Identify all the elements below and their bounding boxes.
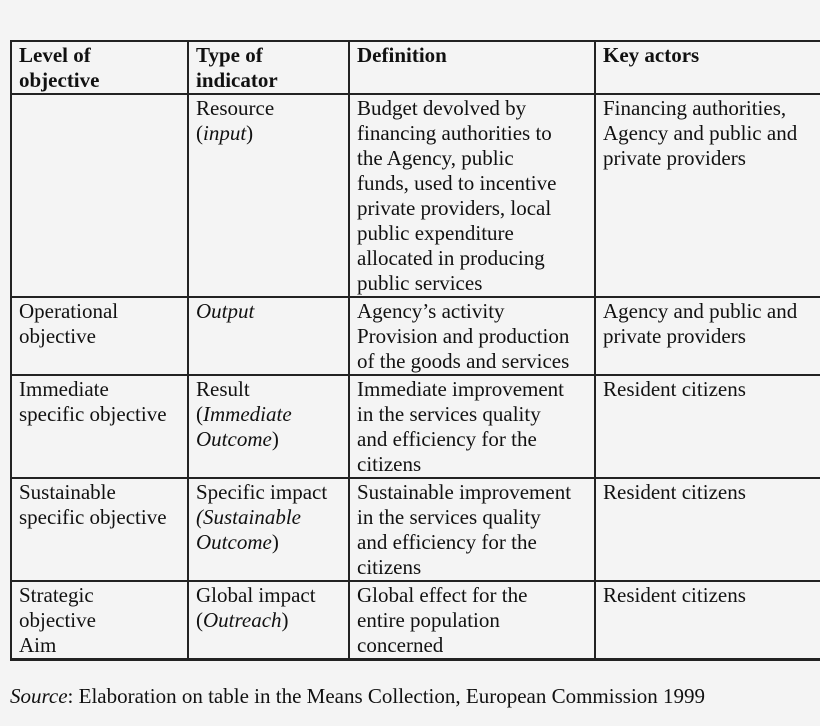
cell-type xyxy=(188,94,349,297)
type-text-end: ) xyxy=(281,608,289,632)
cell-actors: Resident citizens xyxy=(595,478,820,581)
cell-definition: Global effect for the entire population concerned xyxy=(349,581,595,660)
type-italic: Output xyxy=(196,299,255,323)
type-italic: Outreach xyxy=(203,608,282,632)
cell-actors: Resident citizens xyxy=(595,581,820,660)
cell-actors: Financing authorities, Agency and public and private providers xyxy=(595,94,820,297)
table-row xyxy=(11,581,820,660)
table-row xyxy=(11,94,820,297)
cell-level: Strategic objective Aim xyxy=(11,581,188,660)
cell-type xyxy=(188,581,349,660)
type-text: Global impact ( xyxy=(196,583,316,632)
source-text: : Elaboration on table in the Means Collection, European Commission 1999 xyxy=(67,684,706,708)
cell-type xyxy=(188,375,349,478)
type-italic: input xyxy=(203,121,247,145)
cell-definition: Sustainable improvement in the services quality and efficiency for the citizens xyxy=(349,478,595,581)
type-text-end: ) xyxy=(271,530,279,554)
cell-definition: Immediate improvement in the services quality and efficiency for the citizens xyxy=(349,375,595,478)
cell-actors: Agency and public and private providers xyxy=(595,297,820,375)
cell-definition: Agency’s activity Provision and production of the goods and services xyxy=(349,297,595,375)
cell-level: Sustainable specific objective xyxy=(11,478,188,581)
source-note xyxy=(10,684,705,709)
cell-level: Operational objective xyxy=(11,297,188,375)
cell-type xyxy=(188,297,349,375)
header-definition: Definition xyxy=(349,41,595,94)
indicators-table xyxy=(10,40,820,661)
header-level: Level of objective xyxy=(11,41,188,94)
table-header-row xyxy=(11,41,820,94)
cell-level: Immediate specific objective xyxy=(11,375,188,478)
header-type: Type of indicator xyxy=(188,41,349,94)
type-italic: (Sustainable Outcome xyxy=(196,505,301,554)
source-label: Source xyxy=(10,684,68,708)
type-text: Resource ( xyxy=(196,96,275,145)
cell-definition: Budget devolved by financing authorities to the Agency, public funds, used to incentive private providers, local public expenditure allocated in producing public services xyxy=(349,94,595,297)
cell-type xyxy=(188,478,349,581)
cell-level xyxy=(11,94,188,297)
table-row xyxy=(11,478,820,581)
type-text-end: ) xyxy=(246,121,254,145)
cell-actors: Resident citizens xyxy=(595,375,820,478)
table-row xyxy=(11,297,820,375)
table-row xyxy=(11,375,820,478)
header-actors: Key actors xyxy=(595,41,820,94)
type-text: Specific impact xyxy=(196,480,328,504)
type-text-end: ) xyxy=(271,427,279,451)
type-italic: Immediate Outcome xyxy=(196,402,292,451)
type-text: Result ( xyxy=(196,377,250,426)
